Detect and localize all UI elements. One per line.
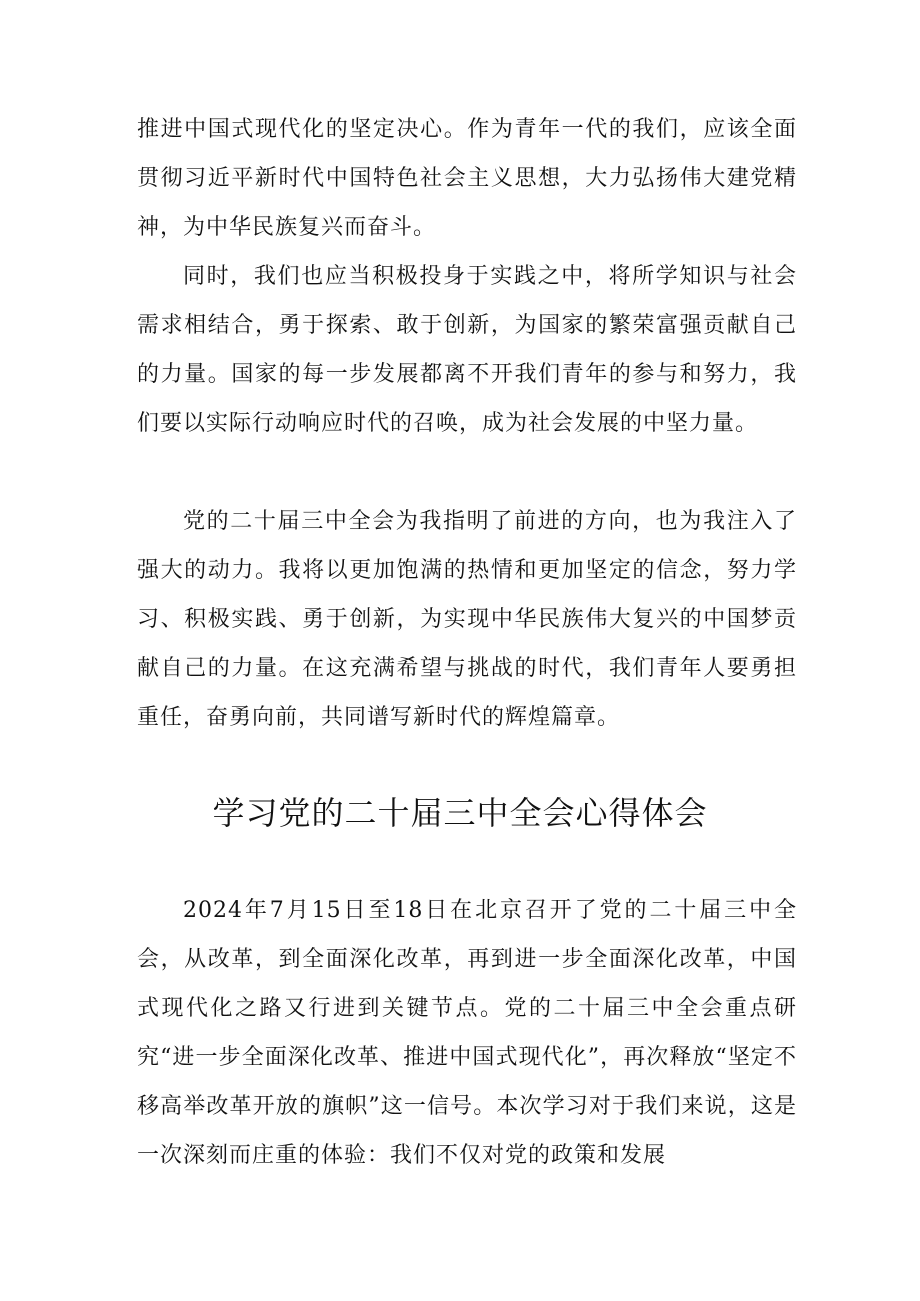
paragraph-continuation: 推进中国式现代化的坚定决心。作为青年一代的我们，应该全面贯彻习近平新时代中国特色社会主义思想，大力弘扬伟大建党精神，为中华民族复兴而奋斗。 [137,117,797,240]
paragraph-intro: 2024年7月15日至18日在北京召开了党的二十届三中全会，从改革，到全面深化改革，再到进一步全面深化改革，中国式现代化之路又行进到关键节点。党的二十届三中全会重点研究“进一步全面深化改革、推进中国式现代化”，再次释放“坚定不移高举改革开放的旗帜”这一信号。本次学习对于我们来说，这是一次深刻而庄重的体验：我们不仅对党的政策和发展 [137,898,797,1168]
paragraph-practice: 同时，我们也应当积极投身于实践之中，将所学知识与社会需求相结合，勇于探索、敢于创新，为国家的繁荣富强贡献自己的力量。国家的每一步发展都离不开我们青年的参与和努力，我们要以实际行动响应时代的召唤，成为社会发展的中坚力量。 [137,264,797,436]
document-title: 学习党的二十届三中全会心得体会 [212,794,708,832]
paragraph-direction: 党的二十届三中全会为我指明了前进的方向，也为我注入了强大的动力。我将以更加饱满的热情和更加坚定的信念，努力学习、积极实践、勇于创新，为实现中华民族伟大复兴的中国梦贡献自己的力量。在这充满希望与挑战的时代，我们青年人要勇担重任，奋勇向前，共同谱写新时代的辉煌篇章。 [137,509,797,730]
